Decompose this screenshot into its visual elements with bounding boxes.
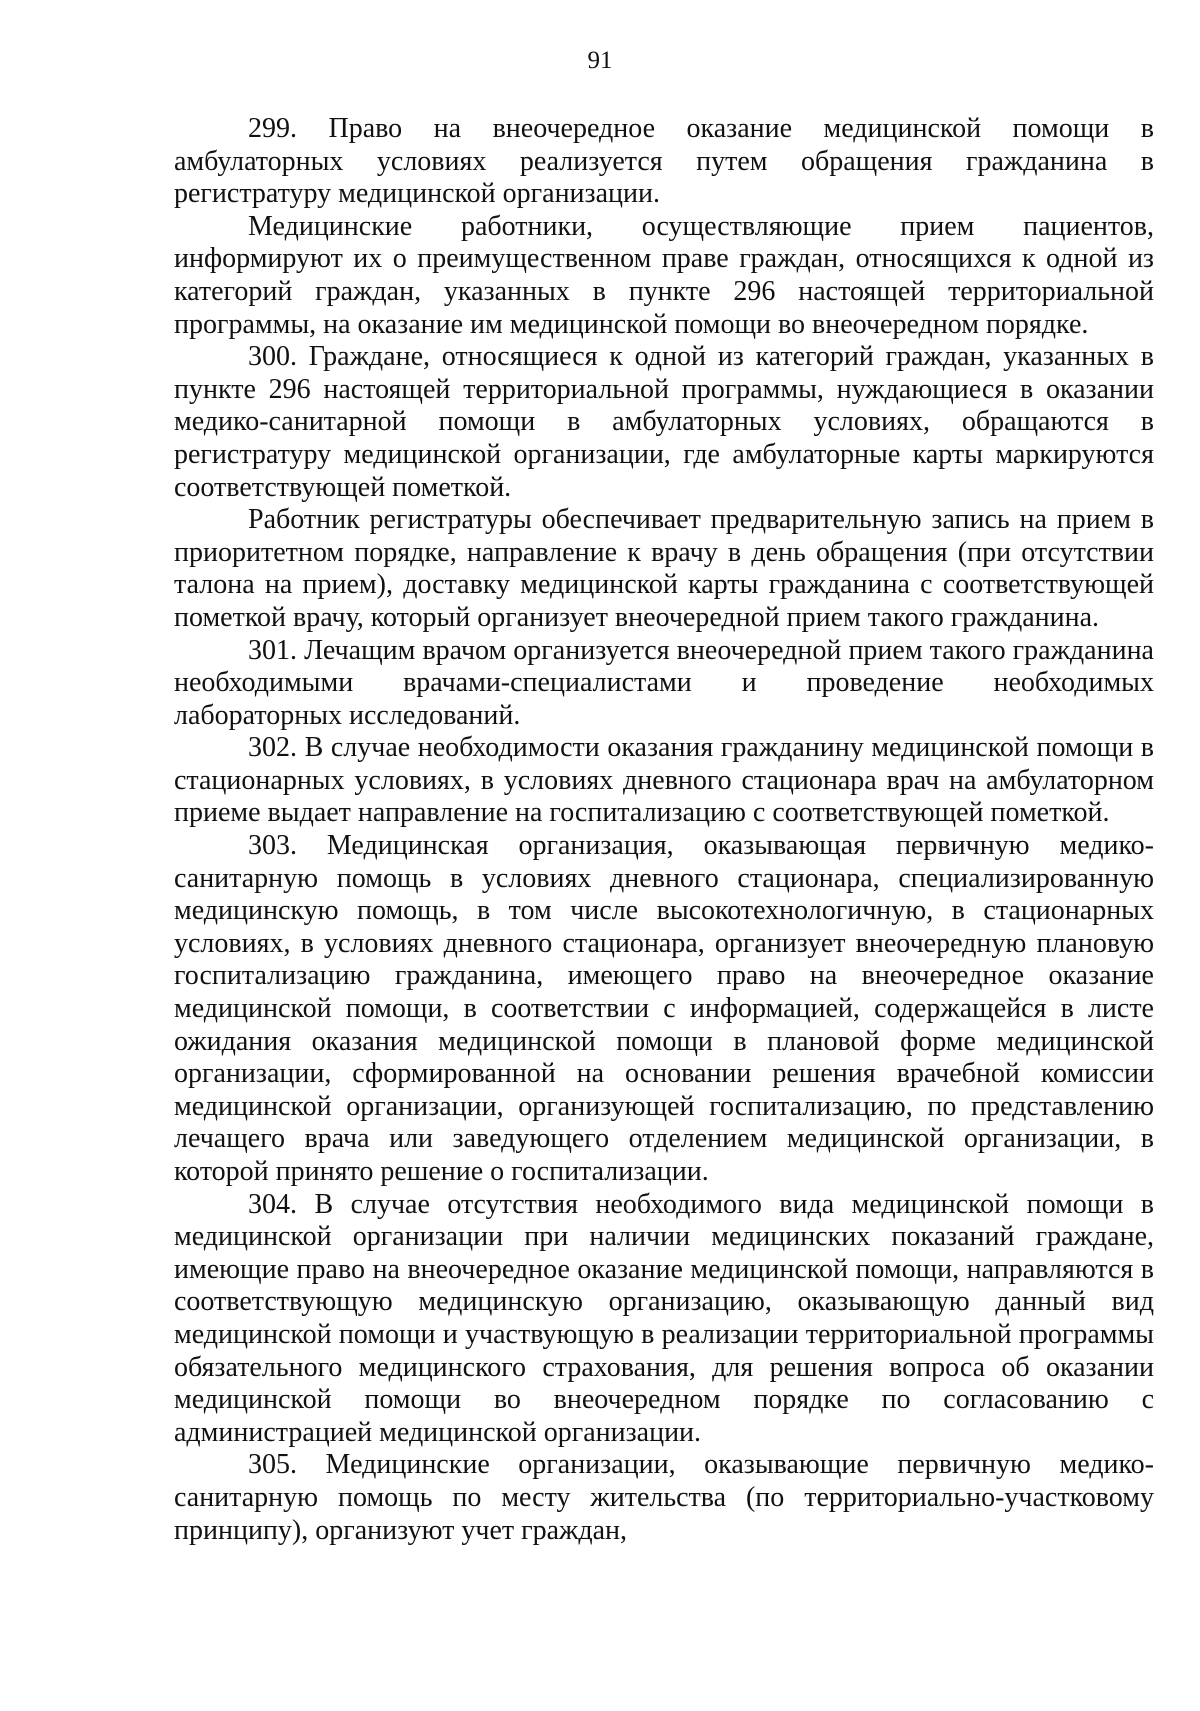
page-number: 91: [587, 47, 613, 74]
paragraph-301: 301. Лечащим врачом организуется внеочередной прием такого гражданина необходимыми врачами-специалистами и проведение необходимых лабораторных исследований.: [174, 634, 1154, 731]
paragraph-304: 304. В случае отсутствия необходимого вида медицинской помощи в медицинской организации при наличии медицинских показаний граждане, имеющие право на внеочередное оказание медицинской помощи, направляются в соответствующую медицинскую организацию, оказывающую данный вид медицинской помощи и участвующую в реализации территориальной программы обязательного медицинского страхования, для решения вопроса об оказании медицинской помощи во внеочередном порядке по согласованию с администрацией медицинской организации.: [174, 1188, 1154, 1448]
paragraph-305: 305. Медицинские организации, оказывающие первичную медико-санитарную помощь по месту жительства (по территориально-участковому принципу), организуют учет граждан,: [174, 1449, 1154, 1546]
document-body: [174, 113, 1154, 1547]
paragraph-299-medical-workers: Медицинские работники, осуществляющие прием пациентов, информируют их о преимущественном праве граждан, относящихся к одной из категорий граждан, указанных в пункте 296 настоящей территориальной программы, на оказание им медицинской помощи во внеочередном порядке.: [174, 210, 1154, 340]
paragraph-299: 299. Право на внеочередное оказание медицинской помощи в амбулаторных условиях реализуется путем обращения гражданина в регистратуру медицинской организации.: [174, 113, 1154, 210]
paragraph-300-registry-worker: Работник регистратуры обеспечивает предварительную запись на прием в приоритетном порядке, направление к врачу в день обращения (при отсутствии талона на прием), доставку медицинской карты гражданина с соответствующей пометкой врачу, который организует внеочередной прием такого гражданина.: [174, 504, 1154, 633]
paragraph-300: 300. Граждане, относящиеся к одной из категорий граждан, указанных в пункте 296 настоящей территориальной программы, нуждающиеся в оказании медико-санитарной помощи в амбулаторных условиях, обращаются в регистратуру медицинской организации, где амбулаторные карты маркируются соответствующей пометкой.: [174, 341, 1154, 503]
paragraph-302: 302. В случае необходимости оказания гражданину медицинской помощи в стационарных условиях, в условиях дневного стационара врач на амбулаторном приеме выдает направление на госпитализацию с соответствующей пометкой.: [174, 732, 1154, 829]
paragraph-303: 303. Медицинская организация, оказывающая первичную медико-санитарную помощь в условиях дневного стационара, специализированную медицинскую помощь, в том числе высокотехнологичную, в стационарных условиях, в условиях дневного стационара, организует внеочередную плановую госпитализацию гражданина, имеющего право на внеочередное оказание медицинской помощи, в соответствии с информацией, содержащейся в листе ожидания оказания медицинской помощи в плановой форме медицинской организации, сформированной на основании решения врачебной комиссии медицинской организации, организующей госпитализацию, по представлению лечащего врача или заведующего отделением медицинской организации, в которой принято решение о госпитализации.: [174, 830, 1154, 1187]
